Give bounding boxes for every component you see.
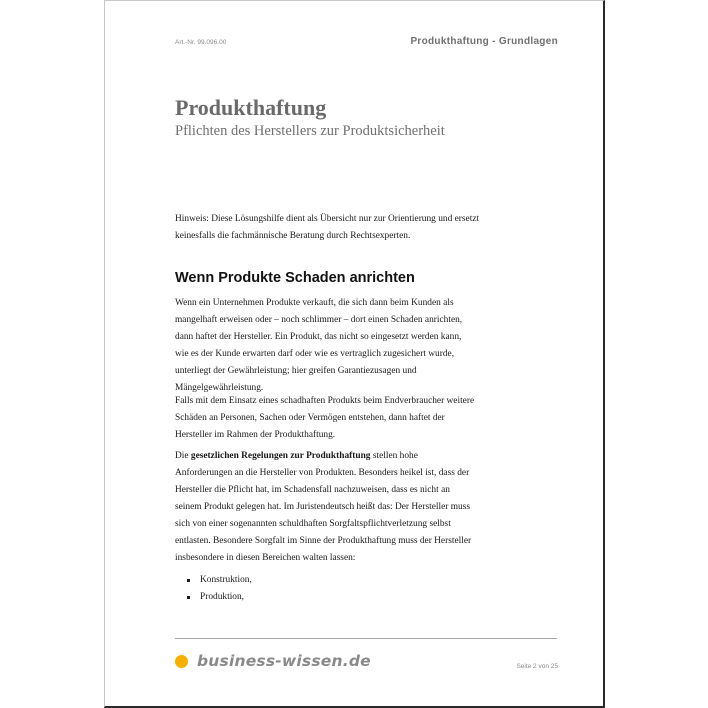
paragraph: Wenn ein Unternehmen Produkte verkauft, die sich dann beim Kunden als mangelhaft erweisen oder – noch schlimmer – dort einen Schaden anrichten, dann haftet der Hersteller. Ein Produkt, das nicht so eingesetzt werden kann, wie es der Kunde erwarten darf oder wie es vertraglich zugesichert wurde, unterliegt der Gewährleistung; hier greifen Garantiezusagen und Mängelgewährleistung. (175, 298, 463, 393)
paragraph (175, 448, 475, 567)
paragraph-rest: stellen hohe Anforderungen an die Hersteller von Produkten. Besonders heikel ist, dass der Hersteller die Pflicht hat, im Schadensfall nachzuweisen, dass es nicht an seinem Produkt gelegen hat. Im Juristendeutsch heißt das: Der Hersteller muss sich von einer sogenannten schuldhaften Sorgfaltspflichtverletzung selbst entlasten. Besondere Sorgfalt im Sinne der Produkthaftung muss der Hersteller insbesondere in diesen Bereichen walten lassen: (175, 451, 472, 563)
paragraph-prefix: Die (175, 451, 191, 461)
footer-divider (175, 638, 557, 639)
bullet-icon (187, 579, 190, 582)
paragraph: Falls mit dem Einsatz eines schadhaften Produkts beim Endverbraucher weitere Schäden an Personen, Sachen oder Vermögen entstehen, dann haftet der Hersteller im Rahmen der Produkthaftung. (175, 396, 475, 440)
logo-dot-icon (175, 655, 188, 668)
page-indicator: Seite 2 von 25 (516, 663, 558, 670)
document-title: Produkthaftung (175, 95, 327, 120)
document-page (104, 0, 605, 708)
disclaimer-hint: Hinweis: Diese Lösungshilfe dient als Übersicht nur zur Orientierung und ersetzt keinesfalls die fachmännische Beratung durch Rechtsexperten. (175, 214, 480, 241)
section-heading: Wenn Produkte Schaden anrichten (175, 270, 415, 286)
list-item-text: Konstruktion, (200, 575, 252, 585)
bullet-list (185, 572, 252, 606)
list-item (185, 589, 252, 606)
document-subtitle: Pflichten des Herstellers zur Produktsicherheit (175, 123, 445, 139)
running-header-title: Produkthaftung - Grundlagen (410, 36, 558, 47)
bullet-icon (187, 596, 190, 599)
logo-text: business-wissen.de (197, 652, 371, 670)
footer-logo (175, 652, 371, 670)
list-item-text: Produktion, (200, 592, 245, 602)
article-number: Art.-Nr. 99.096.00 (175, 39, 227, 46)
list-item (185, 572, 252, 589)
bold-emphasis: gesetzlichen Regelungen zur Produkthaftung (190, 451, 371, 461)
